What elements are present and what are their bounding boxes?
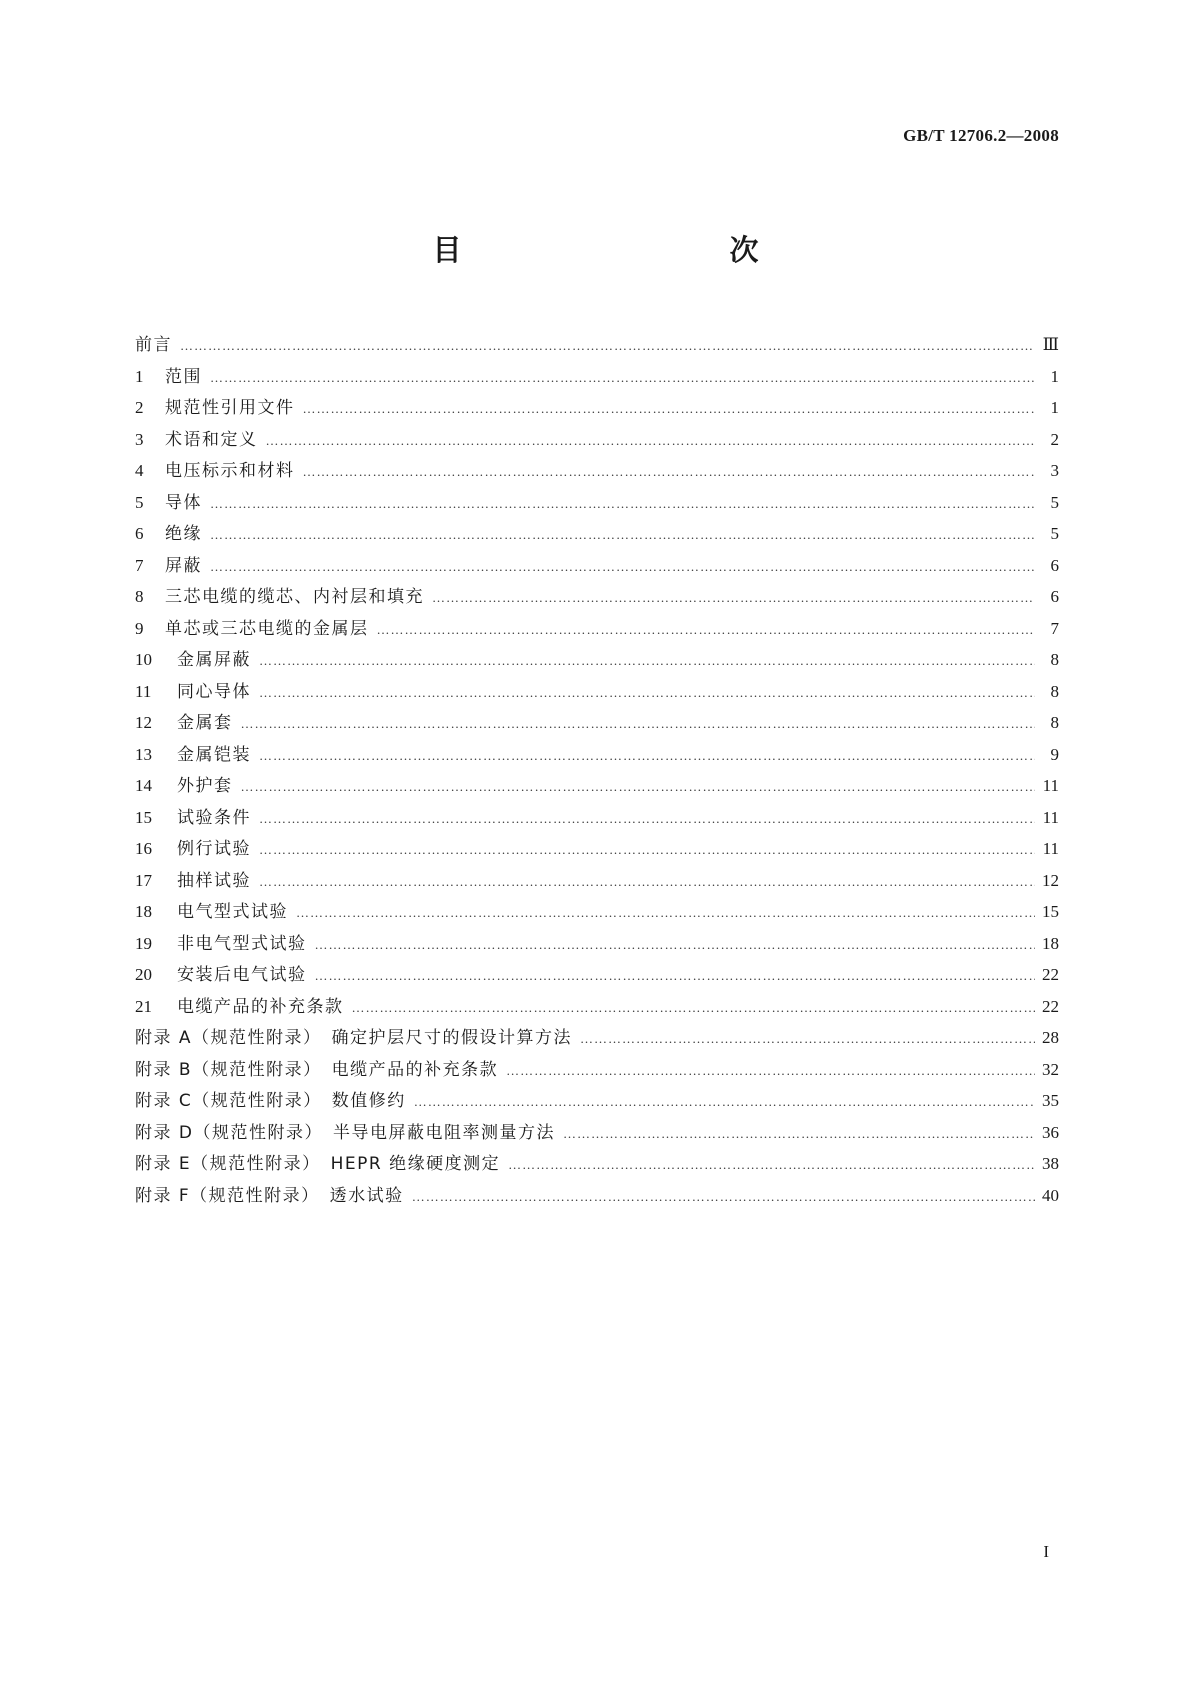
toc-entry-title: 例行试验 xyxy=(177,839,251,859)
toc-entry-title: 同心导体 xyxy=(177,681,251,702)
toc-entry-page: 15 xyxy=(1042,902,1059,921)
toc-entry-title: 规范性引用文件 xyxy=(165,398,295,418)
toc-entry-7[interactable] xyxy=(135,550,1059,582)
toc-entry-number: 6 xyxy=(135,524,144,543)
toc-entry-16[interactable] xyxy=(135,833,1059,865)
dot-leader xyxy=(414,1086,1035,1118)
dot-leader xyxy=(210,488,1035,520)
toc-entry-page: 36 xyxy=(1042,1122,1059,1142)
toc-entry-page: 12 xyxy=(1042,870,1059,890)
toc-entry-13[interactable] xyxy=(135,739,1059,771)
toc-entry-title: 附录 E（规范性附录） HEPR 绝缘硬度测定 xyxy=(135,1154,501,1174)
toc-entry-title: 抽样试验 xyxy=(177,870,251,891)
toc-entry-page: 8 xyxy=(1050,681,1059,701)
dot-leader xyxy=(315,929,1036,961)
toc-entry-number: 11 xyxy=(135,681,152,701)
toc-entry-title: 电压标示和材料 xyxy=(165,461,295,481)
toc-entry-number: 18 xyxy=(135,902,152,921)
toc-entry-title: 附录 B（规范性附录） 电缆产品的补充条款 xyxy=(135,1059,499,1080)
toc-entry-title: 电缆产品的补充条款 xyxy=(177,996,344,1017)
toc-entry-title: 附录 D（规范性附录） 半导电屏蔽电阻率测量方法 xyxy=(135,1122,555,1143)
toc-entry-page: 1 xyxy=(1050,366,1059,386)
toc-entry-page: 38 xyxy=(1042,1154,1059,1173)
dot-leader xyxy=(432,582,1035,614)
toc-entry-annex-e[interactable] xyxy=(135,1148,1059,1180)
toc-entry-number: 19 xyxy=(135,933,152,953)
toc-entry-number: 13 xyxy=(135,744,152,764)
toc-entry-page: 8 xyxy=(1050,713,1059,732)
dot-leader xyxy=(563,1118,1035,1150)
toc-entry-4[interactable] xyxy=(135,455,1059,487)
toc-entry-number: 1 xyxy=(135,366,144,386)
toc-entry-title: 金属套 xyxy=(177,713,233,733)
dot-leader xyxy=(315,960,1036,992)
dot-leader xyxy=(412,1181,1035,1213)
dot-leader xyxy=(303,456,1036,488)
toc-entry-page: 22 xyxy=(1042,965,1059,984)
dot-leader xyxy=(241,708,1036,740)
toc-entry-title: 导体 xyxy=(165,492,202,513)
toc-entry-number: 15 xyxy=(135,807,152,827)
toc-entry-18[interactable] xyxy=(135,896,1059,928)
standard-number: GB/T 12706.2—2008 xyxy=(903,126,1059,145)
toc-entry-page: 35 xyxy=(1042,1091,1059,1110)
toc-entry-2[interactable] xyxy=(135,392,1059,424)
toc-entry-page: 40 xyxy=(1042,1185,1059,1205)
dot-leader xyxy=(508,1149,1035,1181)
dot-leader xyxy=(506,1055,1035,1087)
toc-entry-title: 金属屏蔽 xyxy=(177,650,251,670)
toc-entry-12[interactable] xyxy=(135,707,1059,739)
toc-entry-17[interactable] xyxy=(135,865,1059,897)
toc-entry-8[interactable] xyxy=(135,581,1059,613)
toc-entry-20[interactable] xyxy=(135,959,1059,991)
toc-entry-number: 20 xyxy=(135,965,152,984)
toc-entry-21[interactable] xyxy=(135,991,1059,1023)
dot-leader xyxy=(259,677,1035,709)
page-number: I xyxy=(1043,1542,1049,1561)
toc-entry-page: 7 xyxy=(1050,618,1059,638)
dot-leader xyxy=(259,645,1035,677)
toc-entry-annex-a[interactable] xyxy=(135,1022,1059,1054)
toc-entry-number: 10 xyxy=(135,650,152,669)
dot-leader xyxy=(266,425,1036,457)
dot-leader xyxy=(210,551,1035,583)
dot-leader xyxy=(580,1023,1035,1055)
toc-entry-title: 单芯或三芯电缆的金属层 xyxy=(165,618,369,639)
table-of-contents xyxy=(135,329,1059,1211)
toc-entry-title: 范围 xyxy=(165,366,202,387)
toc-entry-number: 16 xyxy=(135,839,152,858)
toc-entry-title: 附录 A（规范性附录） 确定护层尺寸的假设计算方法 xyxy=(135,1028,573,1048)
toc-entry-number: 14 xyxy=(135,776,152,795)
toc-entry-page: 1 xyxy=(1050,398,1059,417)
toc-entry-page: 6 xyxy=(1050,587,1059,606)
toc-entry-number: 2 xyxy=(135,398,144,417)
toc-entry-annex-c[interactable] xyxy=(135,1085,1059,1117)
toc-entry-foreword[interactable] xyxy=(135,329,1059,361)
toc-entry-page: 11 xyxy=(1042,807,1059,827)
toc-entry-title: 非电气型式试验 xyxy=(177,933,307,954)
dot-leader xyxy=(303,393,1036,425)
toc-entry-number: 4 xyxy=(135,461,144,480)
toc-entry-page: 5 xyxy=(1050,492,1059,512)
toc-entry-title: 三芯电缆的缆芯、内衬层和填充 xyxy=(165,587,424,607)
dot-leader xyxy=(377,614,1036,646)
toc-entry-page: 18 xyxy=(1042,933,1059,953)
toc-entry-11[interactable] xyxy=(135,676,1059,708)
toc-entry-number: 8 xyxy=(135,587,144,606)
toc-entry-number: 5 xyxy=(135,492,144,512)
toc-entry-title: 金属铠装 xyxy=(177,744,251,765)
page-title: 目 次 xyxy=(432,233,829,267)
toc-entry-title: 绝缘 xyxy=(165,524,202,544)
toc-entry-page: 22 xyxy=(1042,996,1059,1016)
toc-entry-9[interactable] xyxy=(135,613,1059,645)
dot-leader xyxy=(259,834,1035,866)
dot-leader xyxy=(259,740,1035,772)
toc-entry-15[interactable] xyxy=(135,802,1059,834)
toc-entry-title: 试验条件 xyxy=(177,807,251,828)
toc-entry-19[interactable] xyxy=(135,928,1059,960)
toc-entry-14[interactable] xyxy=(135,770,1059,802)
toc-entry-3[interactable] xyxy=(135,424,1059,456)
dot-leader xyxy=(210,519,1035,551)
dot-leader xyxy=(180,330,1035,362)
toc-entry-title: 屏蔽 xyxy=(165,555,202,576)
toc-entry-page: 32 xyxy=(1042,1059,1059,1079)
toc-entry-number: 9 xyxy=(135,618,144,638)
toc-entry-title: 前言 xyxy=(135,335,172,355)
toc-entry-page: Ⅲ xyxy=(1042,335,1059,354)
toc-entry-page: 9 xyxy=(1050,744,1059,764)
dot-leader xyxy=(352,992,1036,1024)
toc-entry-title: 附录 F（规范性附录） 透水试验 xyxy=(135,1185,404,1206)
toc-entry-number: 3 xyxy=(135,429,144,449)
toc-entry-page: 8 xyxy=(1050,650,1059,669)
toc-entry-page: 3 xyxy=(1050,461,1059,480)
toc-entry-annex-f[interactable] xyxy=(135,1180,1059,1212)
toc-entry-title: 电气型式试验 xyxy=(177,902,288,922)
toc-entry-annex-d[interactable] xyxy=(135,1117,1059,1149)
toc-entry-number: 21 xyxy=(135,996,152,1016)
toc-entry-page: 28 xyxy=(1042,1028,1059,1047)
toc-entry-annex-b[interactable] xyxy=(135,1054,1059,1086)
dot-leader xyxy=(296,897,1035,929)
toc-entry-page: 5 xyxy=(1050,524,1059,543)
toc-entry-6[interactable] xyxy=(135,518,1059,550)
toc-entry-page: 2 xyxy=(1050,429,1059,449)
toc-entry-title: 安装后电气试验 xyxy=(177,965,307,985)
toc-entry-page: 6 xyxy=(1050,555,1059,575)
toc-entry-page: 11 xyxy=(1042,839,1059,858)
dot-leader xyxy=(259,866,1035,898)
toc-entry-page: 11 xyxy=(1042,776,1059,795)
toc-entry-1[interactable] xyxy=(135,361,1059,393)
toc-entry-title: 术语和定义 xyxy=(165,429,258,450)
dot-leader xyxy=(241,771,1036,803)
toc-entry-title: 外护套 xyxy=(177,776,233,796)
dot-leader xyxy=(210,362,1035,394)
dot-leader xyxy=(259,803,1035,835)
toc-entry-10[interactable] xyxy=(135,644,1059,676)
toc-entry-5[interactable] xyxy=(135,487,1059,519)
toc-entry-number: 7 xyxy=(135,555,144,575)
toc-entry-number: 17 xyxy=(135,870,152,890)
toc-entry-number: 12 xyxy=(135,713,152,732)
toc-entry-title: 附录 C（规范性附录） 数值修约 xyxy=(135,1091,406,1111)
